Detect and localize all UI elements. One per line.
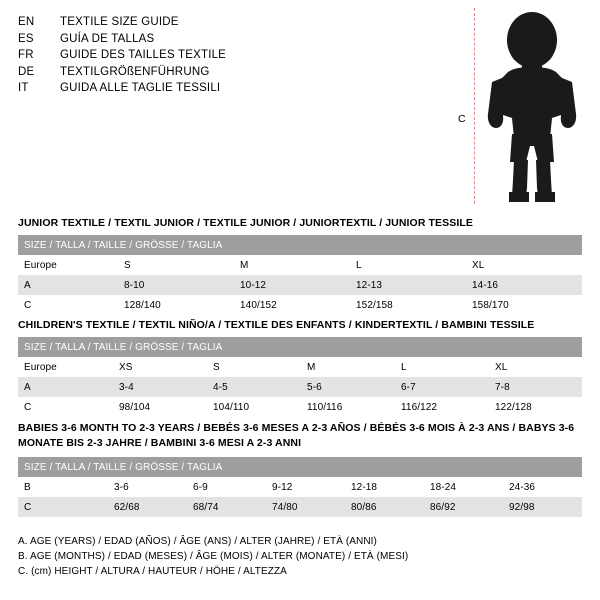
table-row bbox=[18, 397, 582, 417]
cell: 12-13 bbox=[350, 275, 466, 295]
cell: 68/74 bbox=[187, 497, 266, 517]
cell: M bbox=[234, 255, 350, 275]
language-title: GUIDE DES TAILLES TEXTILE bbox=[60, 49, 227, 61]
cell: XL bbox=[489, 357, 582, 377]
table-header-row bbox=[18, 337, 582, 357]
cell: 6-9 bbox=[187, 477, 266, 497]
table-header-row bbox=[18, 235, 582, 255]
language-title: GUIDA ALLE TAGLIE TESSILI bbox=[60, 82, 221, 94]
language-title: TEXTILGRÖßENFÜHRUNG bbox=[60, 65, 210, 78]
cell: 8-10 bbox=[118, 275, 234, 295]
cell: 5-6 bbox=[301, 377, 395, 397]
cell: 140/152 bbox=[234, 295, 350, 315]
cell: 6-7 bbox=[395, 377, 489, 397]
table-row bbox=[18, 255, 582, 275]
cell: 3-4 bbox=[113, 377, 207, 397]
measurement-figure bbox=[448, 8, 588, 206]
cell: 7-8 bbox=[489, 377, 582, 397]
children-size-table bbox=[18, 337, 582, 417]
cell: XS bbox=[113, 357, 207, 377]
language-row bbox=[18, 47, 348, 64]
cell: S bbox=[207, 357, 301, 377]
cell: 98/104 bbox=[113, 397, 207, 417]
language-code: IT bbox=[18, 82, 29, 94]
cell: 116/122 bbox=[395, 397, 489, 417]
table-row bbox=[18, 357, 582, 377]
cell: 4-5 bbox=[207, 377, 301, 397]
table-row bbox=[18, 477, 582, 497]
legend-block bbox=[18, 534, 578, 579]
cell: XL bbox=[466, 255, 582, 275]
language-title: GUÍA DE TALLAS bbox=[60, 32, 155, 45]
cell: 80/86 bbox=[345, 497, 424, 517]
language-code: EN bbox=[18, 16, 35, 28]
row-label: C bbox=[18, 397, 113, 417]
row-label: Europe bbox=[18, 255, 118, 275]
cell: 86/92 bbox=[424, 497, 503, 517]
cell: 12-18 bbox=[345, 477, 424, 497]
cell: 128/140 bbox=[118, 295, 234, 315]
cell: 110/116 bbox=[301, 397, 395, 417]
language-code: ES bbox=[18, 32, 34, 45]
table-header-label: SIZE / TALLA / TAILLE / GRÖSSE / TAGLIA bbox=[18, 235, 582, 255]
table-header-label: SIZE / TALLA / TAILLE / GRÖSSE / TAGLIA bbox=[18, 337, 582, 357]
table-row bbox=[18, 275, 582, 295]
legend-line-b: B. AGE (MONTHS) / EDAD (MESES) / ÂGE (MOIS) / ALTER (MONATE) / ETÀ (MESI) bbox=[18, 551, 409, 562]
cell: 122/128 bbox=[489, 397, 582, 417]
language-title: TEXTILE SIZE GUIDE bbox=[60, 16, 179, 28]
cell: 9-12 bbox=[266, 477, 345, 497]
legend-line-c: C. (cm) HEIGHT / ALTURA / HAUTEUR / HÖHE / ALTEZZA bbox=[18, 566, 287, 577]
cell: 104/110 bbox=[207, 397, 301, 417]
cell: 18-24 bbox=[424, 477, 503, 497]
cell: L bbox=[350, 255, 466, 275]
legend-line-a: A. AGE (YEARS) / EDAD (AÑOS) / ÂGE (ANS) / ALTER (JAHRE) / ETÀ (ANNI) bbox=[18, 536, 377, 547]
cell: 14-16 bbox=[466, 275, 582, 295]
cell: 74/80 bbox=[266, 497, 345, 517]
cell: 10-12 bbox=[234, 275, 350, 295]
language-title-block bbox=[18, 14, 348, 97]
cell: L bbox=[395, 357, 489, 377]
section-title-junior: JUNIOR TEXTILE / TEXTIL JUNIOR / TEXTILE JUNIOR / JUNIORTEXTIL / JUNIOR TESSILE bbox=[18, 217, 473, 229]
cell: 62/68 bbox=[108, 497, 187, 517]
cell: 24-36 bbox=[503, 477, 582, 497]
table-header-row bbox=[18, 457, 582, 477]
row-label: C bbox=[18, 295, 118, 315]
cell: 158/170 bbox=[466, 295, 582, 315]
section-title-children: CHILDREN'S TEXTILE / TEXTIL NIÑO/A / TEXTILE DES ENFANTS / KINDERTEXTIL / BAMBINI TESSILE bbox=[18, 319, 535, 331]
cell: S bbox=[118, 255, 234, 275]
table-row bbox=[18, 295, 582, 315]
cell: 92/98 bbox=[503, 497, 582, 517]
row-label: Europe bbox=[18, 357, 113, 377]
language-row bbox=[18, 14, 348, 31]
table-row bbox=[18, 497, 582, 517]
language-code: DE bbox=[18, 65, 35, 78]
table-header-label: SIZE / TALLA / TAILLE / GRÖSSE / TAGLIA bbox=[18, 457, 582, 477]
language-code: FR bbox=[18, 49, 34, 61]
babies-size-table bbox=[18, 457, 582, 517]
toddler-silhouette-icon bbox=[482, 10, 582, 211]
row-label: A bbox=[18, 275, 118, 295]
cell: 3-6 bbox=[108, 477, 187, 497]
section-title-babies: BABIES 3-6 MONTH TO 2-3 YEARS / BEBÉS 3-6 MESES A 2-3 AÑOS / BÉBÉS 3-6 MOIS À 2-3 ANS / BABYS 3-6 MONATE BIS 2-3 JAHRE / BAMBINI 3-6 MESI A 2-3 ANNI bbox=[18, 422, 575, 449]
height-guide-line bbox=[474, 8, 475, 204]
cell: 152/158 bbox=[350, 295, 466, 315]
row-label: A bbox=[18, 377, 113, 397]
measurement-label-c: C bbox=[458, 113, 466, 125]
table-row bbox=[18, 377, 582, 397]
language-row bbox=[18, 80, 348, 97]
row-label: B bbox=[18, 477, 108, 497]
cell: M bbox=[301, 357, 395, 377]
language-row bbox=[18, 64, 348, 81]
junior-size-table bbox=[18, 235, 582, 315]
row-label: C bbox=[18, 497, 108, 517]
language-row bbox=[18, 31, 348, 48]
